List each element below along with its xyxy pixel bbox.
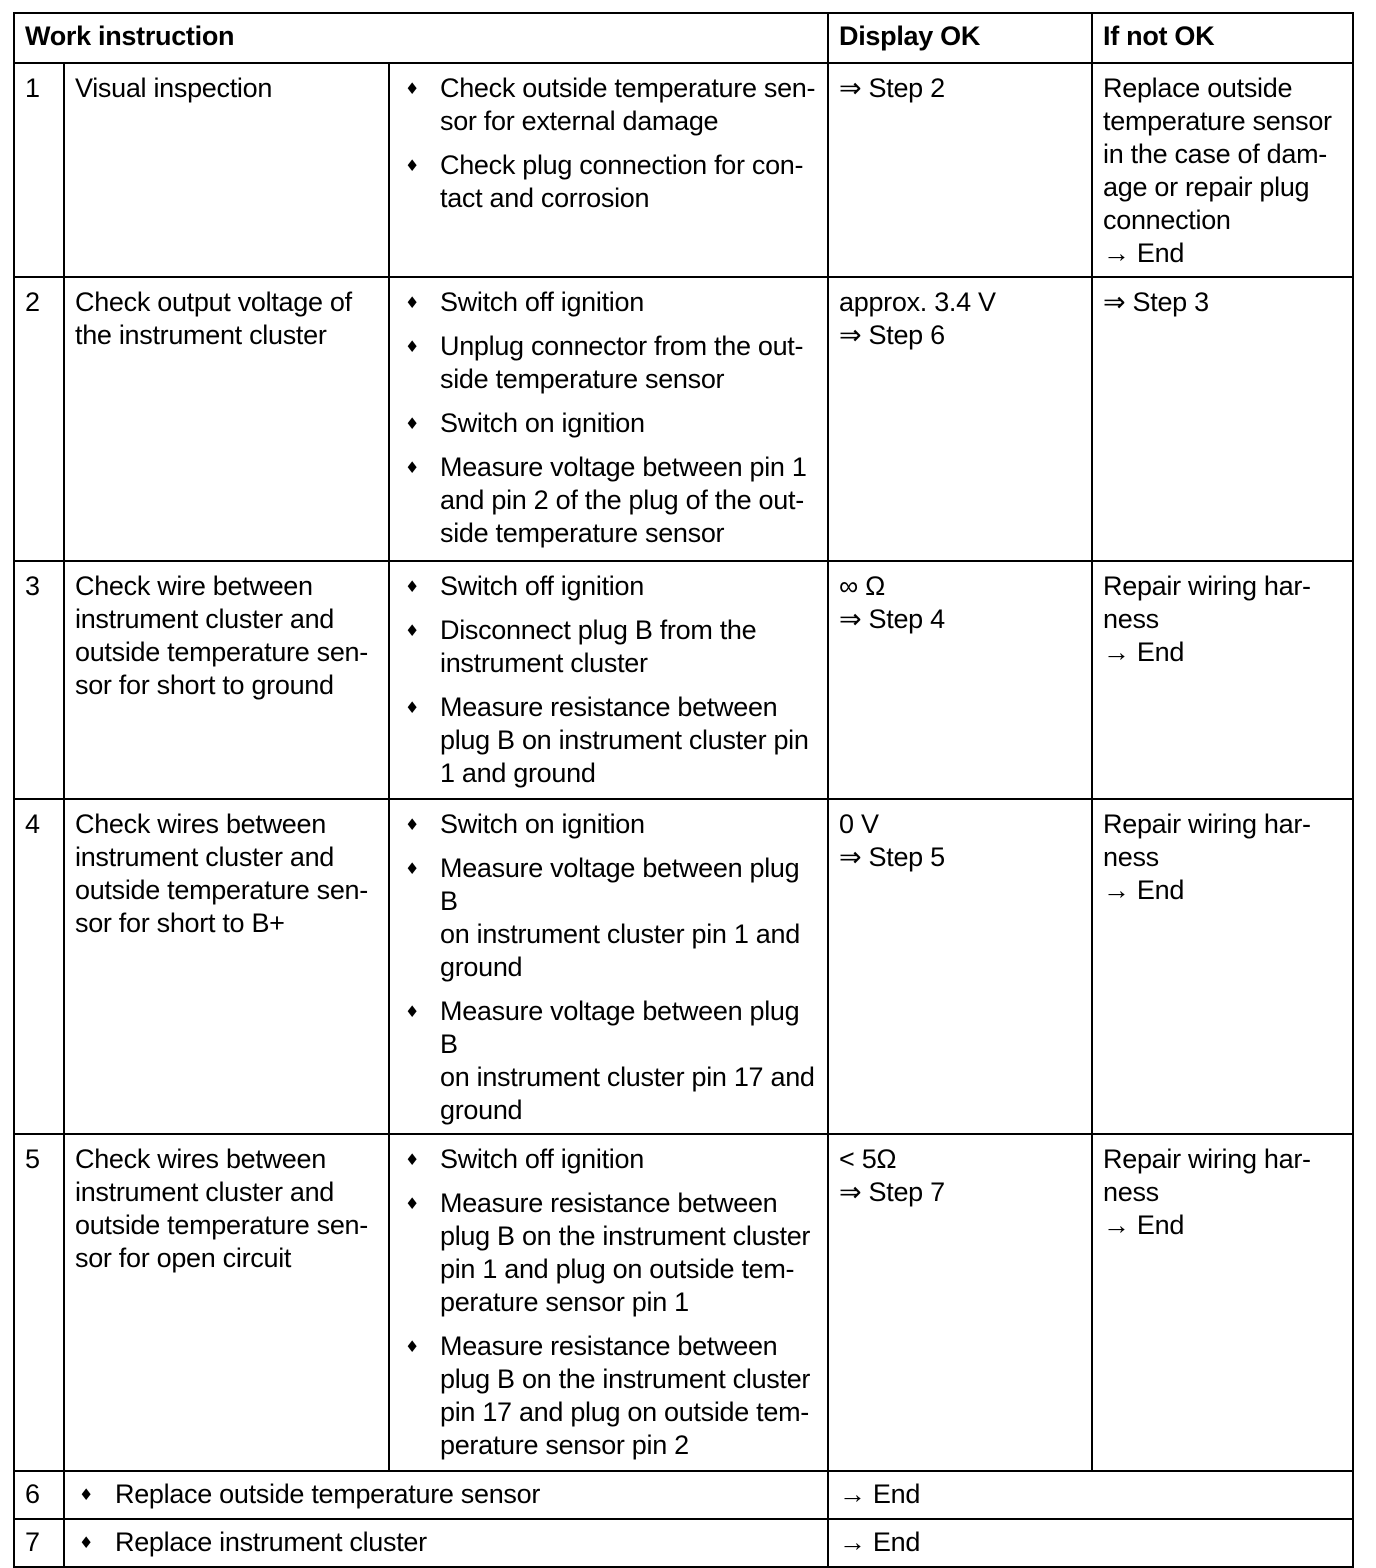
action-item [400,808,817,841]
text-line: sor for short to B+ [75,908,285,938]
text-line: Repair wiring har- [1103,809,1311,839]
action-item-line: Switch off ignition [440,1144,644,1174]
action-item-line: on instrument cluster pin 17 and [440,1062,815,1092]
action-item [400,614,817,680]
action-item [400,1330,817,1462]
text-line: → End [1103,238,1185,268]
action-item-line: Measure resistance between [440,1331,778,1361]
step-display-ok [828,63,1092,277]
action-item-line: Unplug connector from the out- [440,331,804,361]
final-step-row [14,1471,1353,1519]
diamond-bullet-icon: ♦ [405,337,420,356]
text-line: instrument cluster and [75,842,335,872]
action-item-line: Check plug connection for con- [440,150,804,180]
text-line: the instrument cluster [75,320,327,350]
action-item [400,570,817,603]
text-line: ness [1103,1177,1159,1207]
text-line: age or repair plug [1103,172,1310,202]
action-item-line: Switch on ignition [440,408,645,438]
action-item-line: side temperature sensor [440,364,725,394]
final-step-result: → End [828,1471,1353,1519]
action-item-line: side temperature sensor [440,518,725,548]
step-actions [389,1134,828,1471]
action-item [400,286,817,319]
final-step-row [14,1519,1353,1567]
text-line: ness [1103,842,1159,872]
text-line: Check wire between [75,571,313,601]
final-step-result: → End [828,1519,1353,1567]
diamond-bullet-icon: ♦ [405,79,420,98]
step-title [64,561,389,799]
action-item-line: ground [440,952,523,982]
text-line: instrument cluster and [75,1177,335,1207]
header-row [14,13,1353,63]
text-line: Check output voltage of [75,287,352,317]
step-number: 1 [14,63,64,277]
diamond-bullet-icon: ♦ [405,577,420,596]
text-line: connection [1103,205,1231,235]
step-number: 6 [14,1471,64,1519]
text-line: Check wires between [75,1144,326,1174]
step-title [64,1134,389,1471]
action-item-line: sor for external damage [440,106,719,136]
action-item-line: Measure resistance between [440,692,778,722]
step-display-ok [828,1134,1092,1471]
action-item [400,330,817,396]
text-line: Visual inspection [75,73,273,103]
text-line: ⇒ Step 3 [1103,287,1209,317]
step-title [64,277,389,561]
step-if-not-ok [1092,63,1353,277]
diamond-bullet-icon: ♦ [405,815,420,834]
text-line: outside temperature sen- [75,875,368,905]
step-row [14,561,1353,799]
step-actions [389,561,828,799]
text-line: → End [1103,875,1185,905]
step-actions [389,63,828,277]
action-item [400,691,817,790]
step-row [14,1134,1353,1471]
action-item-line: Switch on ignition [440,809,645,839]
action-item-line: on instrument cluster pin 1 and [440,919,800,949]
action-item-line: plug B on the instrument cluster [440,1221,811,1251]
step-number: 5 [14,1134,64,1471]
diamond-bullet-icon: ♦ [405,458,420,477]
text-line: Replace outside [1103,73,1293,103]
action-item [400,1143,817,1176]
text-line: ⇒ Step 4 [839,604,945,634]
work-instruction-sheet [13,12,1352,1568]
text-line: outside temperature sen- [75,637,368,667]
action-item-line: Switch off ignition [440,571,644,601]
text-line: Check wires between [75,809,326,839]
text-line: instrument cluster and [75,604,335,634]
step-actions [389,277,828,561]
step-title [64,63,389,277]
text-line: outside temperature sen- [75,1210,368,1240]
action-item-line: and pin 2 of the plug of the out- [440,485,804,515]
text-line: Repair wiring har- [1103,1144,1311,1174]
diamond-bullet-icon: ♦ [405,156,420,175]
text-line: approx. 3.4 V [839,287,996,317]
text-line: ⇒ Step 6 [839,320,945,350]
action-item-line: Switch off ignition [440,287,644,317]
action-item [400,852,817,984]
header-if-not-ok: If not OK [1092,13,1353,63]
step-display-ok [828,277,1092,561]
action-item [400,451,817,550]
diamond-bullet-icon: ♦ [79,1485,94,1504]
action-list [400,286,817,550]
action-item-line: Measure voltage between pin 1 [440,452,807,482]
action-item-line: Check outside temperature sen- [440,73,816,103]
step-number: 3 [14,561,64,799]
diamond-bullet-icon: ♦ [79,1533,94,1552]
final-step-action-text: Replace outside temperature sensor [115,1479,541,1509]
text-line: → End [1103,637,1185,667]
action-item-line: pin 17 and plug on outside tem- [440,1397,809,1427]
step-number: 4 [14,799,64,1134]
text-line: ness [1103,604,1159,634]
step-if-not-ok [1092,277,1353,561]
text-line: sor for short to ground [75,670,334,700]
action-item-line: Measure voltage between plug B [440,853,800,916]
action-item-line: Measure voltage between plug B [440,996,800,1059]
step-number: 2 [14,277,64,561]
step-display-ok [828,561,1092,799]
text-line: temperature sensor [1103,106,1332,136]
action-item-line: 1 and ground [440,758,596,788]
diamond-bullet-icon: ♦ [405,859,420,878]
text-line: < 5Ω [839,1144,897,1174]
action-list [400,72,817,215]
final-step-action [64,1519,828,1567]
final-step-action [64,1471,828,1519]
action-item-line: tact and corrosion [440,183,650,213]
step-if-not-ok [1092,799,1353,1134]
action-item-line: pin 1 and plug on outside tem- [440,1254,795,1284]
action-list [400,570,817,790]
action-item-line: perature sensor pin 1 [440,1287,689,1317]
work-instruction-table [13,12,1354,1568]
diamond-bullet-icon: ♦ [405,1150,420,1169]
step-display-ok [828,799,1092,1134]
diamond-bullet-icon: ♦ [405,1194,420,1213]
diamond-bullet-icon: ♦ [405,293,420,312]
action-item-line: plug B on instrument cluster pin [440,725,809,755]
action-item-line: ground [440,1095,523,1125]
action-item [400,995,817,1127]
action-list [400,808,817,1127]
action-item-line: perature sensor pin 2 [440,1430,689,1460]
text-line: in the case of dam- [1103,139,1327,169]
text-line: ⇒ Step 7 [839,1177,945,1207]
diamond-bullet-icon: ♦ [405,621,420,640]
text-line: ⇒ Step 5 [839,842,945,872]
action-item [400,72,817,138]
step-number: 7 [14,1519,64,1567]
action-item [400,149,817,215]
header-display-ok: Display OK [828,13,1092,63]
text-line: 0 V [839,809,879,839]
action-item-line: instrument cluster [440,648,648,678]
action-item-line: plug B on the instrument cluster [440,1364,811,1394]
diamond-bullet-icon: ♦ [405,1002,420,1021]
text-line: → End [1103,1210,1185,1240]
diamond-bullet-icon: ♦ [405,414,420,433]
text-line: ⇒ Step 2 [839,73,945,103]
step-row [14,277,1353,561]
diamond-bullet-icon: ♦ [405,1337,420,1356]
step-title [64,799,389,1134]
action-item [400,407,817,440]
text-line: ∞ Ω [839,571,886,601]
text-line: Repair wiring har- [1103,571,1311,601]
header-work-instruction: Work instruction [14,13,828,63]
text-line: sor for open circuit [75,1243,292,1273]
step-row [14,63,1353,277]
action-item-line: Disconnect plug B from the [440,615,757,645]
final-step-action-text: Replace instrument cluster [115,1527,427,1557]
step-if-not-ok [1092,1134,1353,1471]
action-item-line: Measure resistance between [440,1188,778,1218]
step-row [14,799,1353,1134]
diamond-bullet-icon: ♦ [405,698,420,717]
action-item [400,1187,817,1319]
action-list [400,1143,817,1462]
step-if-not-ok [1092,561,1353,799]
step-actions [389,799,828,1134]
